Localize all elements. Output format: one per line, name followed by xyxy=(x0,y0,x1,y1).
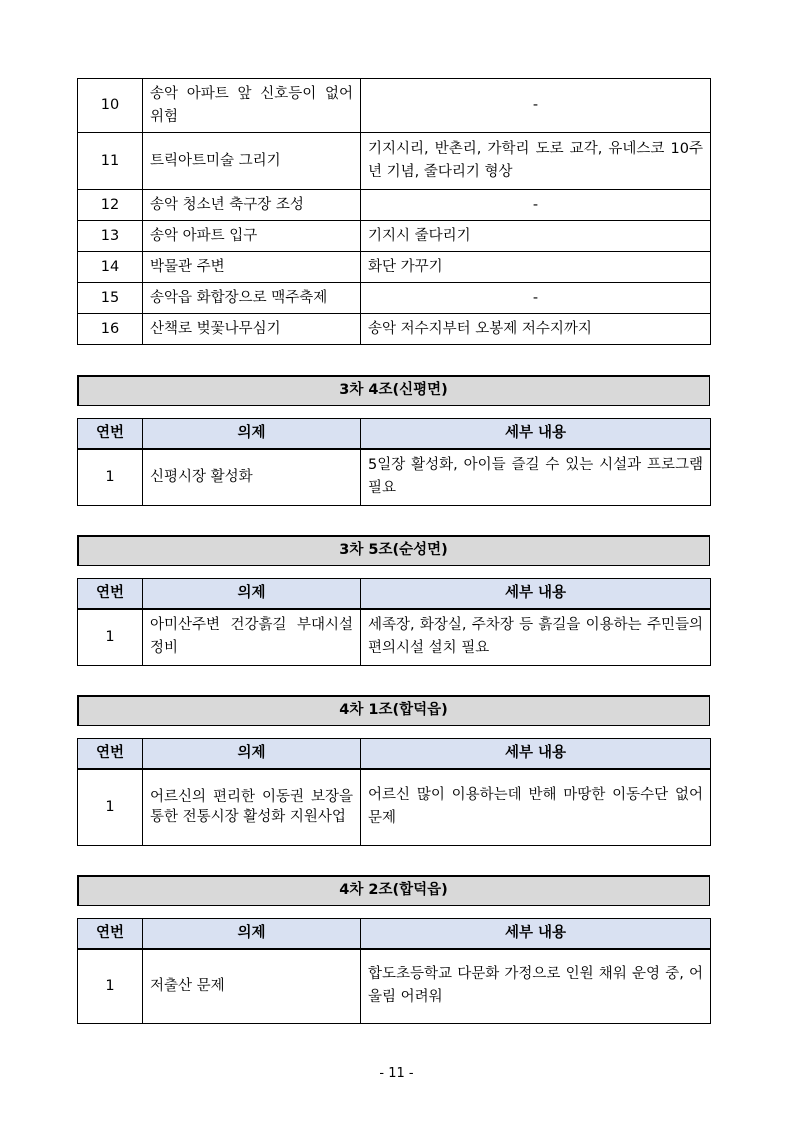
table-row xyxy=(78,190,711,221)
continued-table xyxy=(77,78,711,345)
row-number: 10 xyxy=(78,79,143,133)
section-table-block xyxy=(77,578,710,666)
row-number: 11 xyxy=(78,133,143,190)
table-row xyxy=(78,609,711,666)
row-topic: 송악 아파트 앞 신호등이 없어 위험 xyxy=(143,79,361,133)
row-detail: - xyxy=(361,190,711,221)
table-row xyxy=(78,949,711,1024)
row-number: 1 xyxy=(78,449,143,506)
header-topic: 의제 xyxy=(143,579,361,609)
table-row xyxy=(78,769,711,846)
table-row xyxy=(78,252,711,283)
section-title: 3차 5조(순성면) xyxy=(77,535,710,566)
section-table xyxy=(77,578,711,666)
row-topic: 트릭아트미술 그리기 xyxy=(143,133,361,190)
row-topic: 송악 아파트 입구 xyxy=(143,221,361,252)
section-table xyxy=(77,418,711,506)
section-table-block xyxy=(77,418,710,506)
row-number: 1 xyxy=(78,609,143,666)
row-number: 14 xyxy=(78,252,143,283)
row-detail: 기지시 줄다리기 xyxy=(361,221,711,252)
row-topic: 신평시장 활성화 xyxy=(143,449,361,506)
row-topic: 어르신의 편리한 이동권 보장을 통한 전통시장 활성화 지원사업 xyxy=(143,769,361,846)
row-topic: 산책로 벚꽃나무심기 xyxy=(143,314,361,345)
table-row xyxy=(78,314,711,345)
row-detail: 5일장 활성화, 아이들 즐길 수 있는 시설과 프로그램 필요 xyxy=(361,449,711,506)
row-topic: 박물관 주변 xyxy=(143,252,361,283)
row-detail: - xyxy=(361,283,711,314)
header-no: 연번 xyxy=(78,919,143,949)
row-number: 16 xyxy=(78,314,143,345)
header-detail: 세부 내용 xyxy=(361,919,711,949)
continued-table-block xyxy=(77,78,710,345)
row-topic: 아미산주변 건강흙길 부대시설 정비 xyxy=(143,609,361,666)
table-row xyxy=(78,283,711,314)
header-topic: 의제 xyxy=(143,919,361,949)
table-row xyxy=(78,79,711,133)
row-detail: 송악 저수지부터 오봉제 저수지까지 xyxy=(361,314,711,345)
header-detail: 세부 내용 xyxy=(361,419,711,449)
row-number: 15 xyxy=(78,283,143,314)
section-title: 4차 1조(합덕읍) xyxy=(77,695,710,726)
section-table xyxy=(77,738,711,846)
row-number: 1 xyxy=(78,949,143,1024)
section-table-block xyxy=(77,738,710,846)
row-number: 12 xyxy=(78,190,143,221)
row-detail: 기지시리, 반촌리, 가학리 도로 교각, 유네스코 10주년 기념, 줄다리기 형상 xyxy=(361,133,711,190)
table-row xyxy=(78,133,711,190)
table-row xyxy=(78,221,711,252)
row-detail: 세족장, 화장실, 주차장 등 흙길을 이용하는 주민들의 편의시설 설치 필요 xyxy=(361,609,711,666)
row-topic: 송악 청소년 축구장 조성 xyxy=(143,190,361,221)
section-title: 3차 4조(신평면) xyxy=(77,375,710,406)
row-number: 1 xyxy=(78,769,143,846)
section-table-block xyxy=(77,918,710,1024)
row-topic: 저출산 문제 xyxy=(143,949,361,1024)
section-table xyxy=(77,918,711,1024)
page-number: - 11 - xyxy=(379,1066,414,1081)
row-topic: 송악읍 화합장으로 맥주축제 xyxy=(143,283,361,314)
header-detail: 세부 내용 xyxy=(361,739,711,769)
header-topic: 의제 xyxy=(143,739,361,769)
row-detail: 어르신 많이 이용하는데 반해 마땅한 이동수단 없어 문제 xyxy=(361,769,711,846)
table-row xyxy=(78,449,711,506)
row-number: 13 xyxy=(78,221,143,252)
header-detail: 세부 내용 xyxy=(361,579,711,609)
header-no: 연번 xyxy=(78,739,143,769)
row-detail: 합도초등학교 다문화 가정으로 인원 채워 운영 중, 어울림 어려워 xyxy=(361,949,711,1024)
section-title: 4차 2조(합덕읍) xyxy=(77,875,710,906)
header-topic: 의제 xyxy=(143,419,361,449)
row-detail: - xyxy=(361,79,711,133)
header-no: 연번 xyxy=(78,579,143,609)
row-detail: 화단 가꾸기 xyxy=(361,252,711,283)
header-no: 연번 xyxy=(78,419,143,449)
